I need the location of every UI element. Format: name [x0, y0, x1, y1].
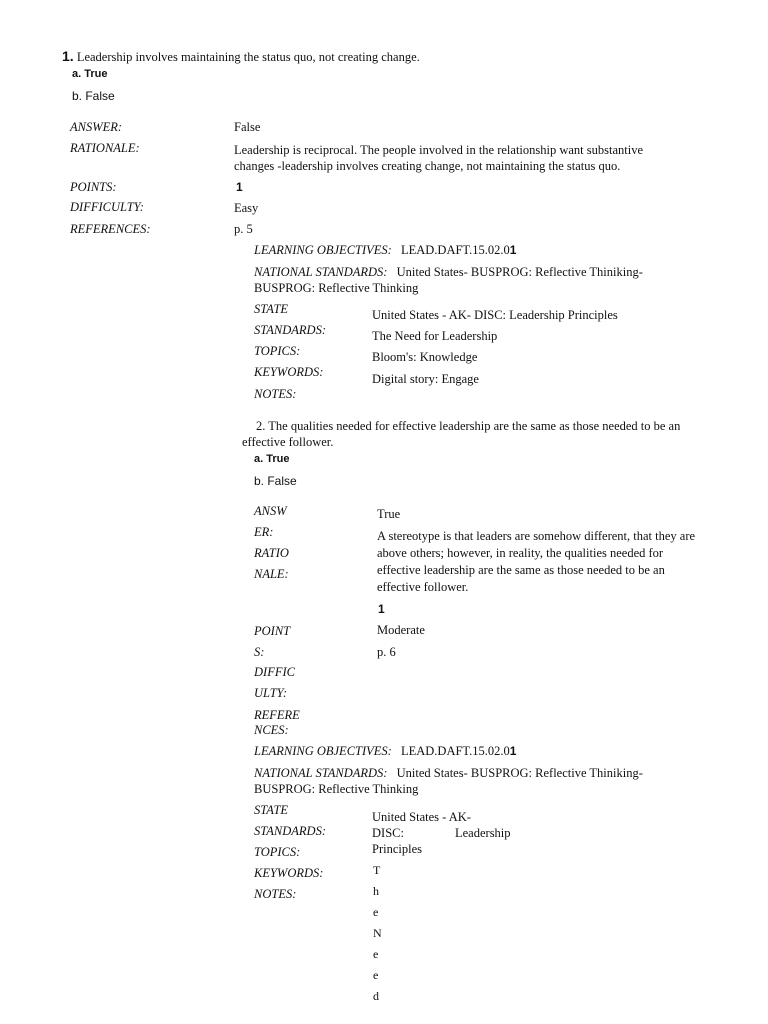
option-a: a. True [254, 453, 290, 465]
topics-value: The Need for Leadership [372, 329, 498, 343]
national-standards-continued: BUSPROG: Reflective Thinking [254, 782, 419, 796]
learning-objectives-value: LEAD.DAFT.15.02.0 [400, 243, 510, 257]
keywords-label: KEYWORDS: [254, 866, 324, 880]
national-standards-value: United States- BUSPROG: Reflective Thiniking- [396, 265, 643, 279]
question-1-stem [62, 48, 420, 65]
points-label-fragment: S: [254, 645, 265, 659]
references-label-fragment: REFERE [254, 708, 300, 722]
option-a: a. True [72, 68, 108, 80]
national-standards [254, 766, 643, 781]
learning-objectives [254, 744, 516, 759]
question-text: Leadership involves maintaining the status quo, not creating change. [76, 50, 420, 64]
topic-letter: e [373, 905, 379, 919]
notes-value: Digital story: Engage [372, 372, 479, 386]
state-label: STATE [254, 302, 289, 316]
option-b: b. False [72, 89, 115, 103]
answer-value: False [234, 120, 261, 134]
answer-label-fragment: ER: [254, 525, 274, 539]
references-value: p. 6 [377, 645, 396, 659]
question-2-stem: 2. The qualities needed for effective leadership are the same as those needed to be an effective follower. [242, 419, 681, 449]
rationale-label: RATIONALE: [70, 141, 140, 155]
national-standards-label: NATIONAL STANDARDS: [254, 265, 388, 279]
state-standards-line-1: United States - AK- [372, 810, 471, 824]
answer-label: ANSWER: [70, 120, 123, 134]
rationale-value: Leadership is reciprocal. The people involved in the relationship want substantive changes -leadership involves creating change, not maintaining the status quo. [234, 143, 644, 173]
learning-objectives-value: LEAD.DAFT.15.02.0 [400, 744, 510, 758]
state-standards-line-2b: Leadership [455, 826, 511, 840]
answer-label-fragment: ANSW [254, 504, 287, 518]
keywords-value: Bloom's: Knowledge [372, 350, 478, 364]
national-standards-continued: BUSPROG: Reflective Thinking [254, 281, 419, 295]
rationale-label-fragment: NALE: [254, 567, 289, 581]
points-value: 1 [236, 180, 243, 194]
topic-letter: e [373, 968, 379, 982]
learning-objectives-label: LEARNING OBJECTIVES: [254, 243, 392, 257]
national-standards-value: United States- BUSPROG: Reflective Thiniking- [396, 766, 643, 780]
difficulty-value: Moderate [377, 623, 425, 637]
standards-label: STANDARDS: [254, 824, 326, 838]
learning-objectives-number: 1 [509, 243, 517, 257]
points-label-fragment: POINT [254, 624, 291, 638]
state-standards-value: United States - AK- DISC: Leadership Principles [372, 308, 618, 322]
standards-label: STANDARDS: [254, 323, 326, 337]
references-value: p. 5 [234, 222, 253, 236]
state-standards-line-2a: DISC: [372, 826, 404, 840]
option-b: b. False [254, 474, 297, 488]
notes-label: NOTES: [254, 887, 297, 901]
difficulty-value: Easy [234, 201, 259, 215]
learning-objectives-label: LEARNING OBJECTIVES: [254, 744, 392, 758]
difficulty-label: DIFFICULTY: [70, 200, 144, 214]
difficulty-label-fragment: DIFFIC [254, 665, 295, 679]
learning-objectives [254, 243, 516, 258]
answer-value: True [377, 507, 401, 521]
notes-label: NOTES: [254, 387, 297, 401]
question-number: 1. [62, 48, 74, 64]
topic-letter: e [373, 947, 379, 961]
topics-label: TOPICS: [254, 344, 301, 358]
topic-letter: N [373, 926, 382, 940]
learning-objectives-number: 1 [509, 744, 517, 758]
points-label: POINTS: [70, 180, 117, 194]
national-standards [254, 265, 643, 280]
state-standards-line-3: Principles [372, 842, 422, 856]
rationale-value: A stereotype is that leaders are somehow different, that they are above others; however, in reality, the qualities needed for effective leadership are the same as those needed to be an effective follower. [377, 529, 696, 594]
points-value: 1 [378, 602, 385, 616]
difficulty-label-fragment: ULTY: [254, 686, 287, 700]
topic-letter: h [373, 884, 379, 898]
references-label: REFERENCES: [70, 222, 151, 236]
keywords-label: KEYWORDS: [254, 365, 324, 379]
rationale-label-fragment: RATIO [254, 546, 289, 560]
references-label-fragment: NCES: [254, 723, 289, 737]
topic-letter: d [373, 989, 379, 1003]
national-standards-label: NATIONAL STANDARDS: [254, 766, 388, 780]
topic-letter: T [373, 863, 381, 877]
state-label: STATE [254, 803, 289, 817]
topics-label: TOPICS: [254, 845, 301, 859]
